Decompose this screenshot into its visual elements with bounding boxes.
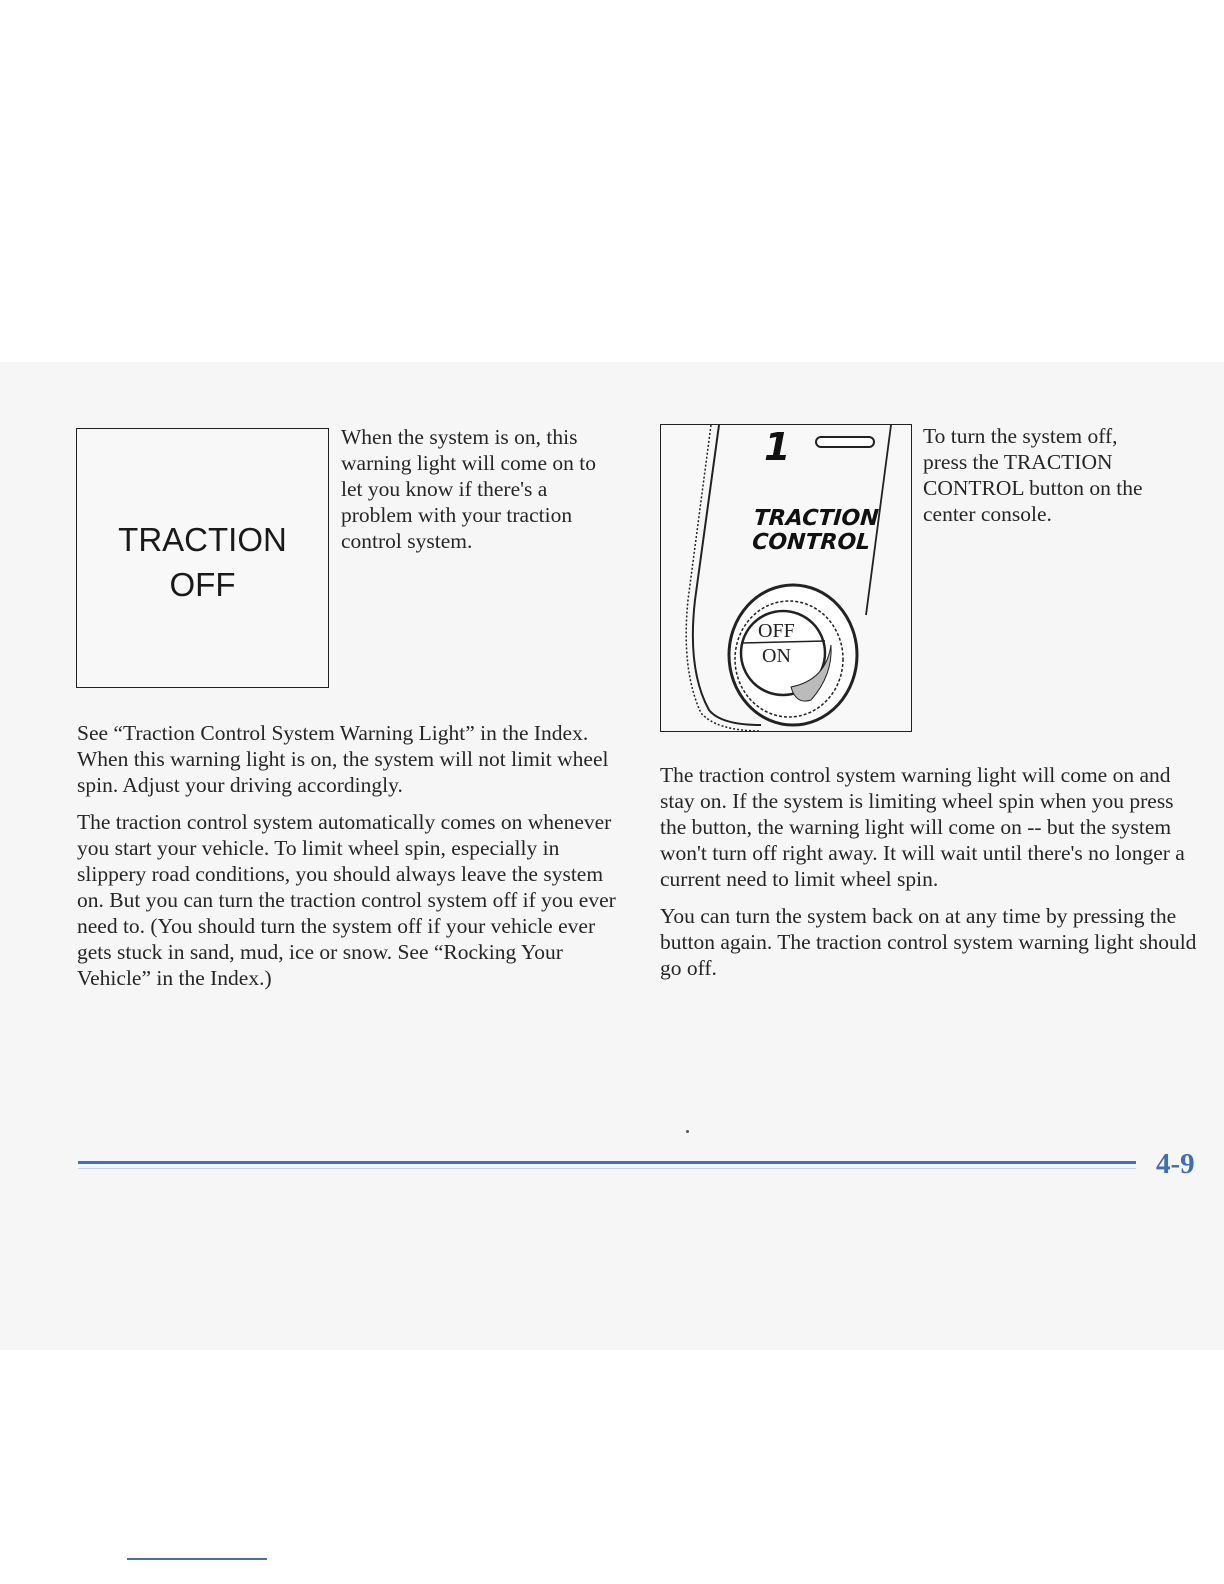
right-paragraph-2: You can turn the system back on at any time by pressing the button again. The traction control system warning light should go off.: [660, 904, 1197, 980]
footer-rule-shadow: [78, 1168, 1136, 1169]
button-label-line2: CONTROL: [751, 530, 872, 555]
traction-control-button-figure: [660, 424, 912, 732]
left-paragraph-2: The traction control system automatically comes on whenever you start your vehicle. To limit wheel spin, especially in slippery road conditions, you should always leave the system on. But you can turn the traction control system off if you ever need to. (You should turn the system off if your vehicle ever gets stuck in sand, mud, ice or snow. See “Rocking Your Vehicle” in the Index.): [77, 810, 616, 990]
left-paragraph-1: See “Traction Control System Warning Light” in the Index. When this warning light is on, the system will not limit wheel spin. Adjust your driving accordingly.: [77, 721, 609, 797]
stray-dot: [686, 1130, 689, 1133]
left-intro-text: When the system is on, this warning light will come on to let you know if there's a problem with your traction control system.: [341, 425, 596, 553]
right-intro-text: To turn the system off, press the TRACTION CONTROL button on the center console.: [923, 424, 1143, 526]
button-on-label: ON: [762, 645, 791, 667]
slot-icon: [816, 437, 874, 447]
warning-light-text: [77, 517, 328, 607]
right-paragraph-1: The traction control system warning light will come on and stay on. If the system is limiting wheel spin when you press the button, the warning light will come on -- but the system won't turn off right away. It will wait until there's no longer a current need to limit wheel spin.: [660, 763, 1185, 891]
footer-rule: [78, 1161, 1136, 1164]
traction-off-warning-light-figure: [76, 428, 329, 688]
button-label: [751, 507, 879, 555]
console-illustration: [661, 425, 912, 732]
warning-light-line2: OFF: [169, 566, 236, 603]
button-off-label: OFF: [758, 620, 795, 642]
button-number: 1: [764, 425, 791, 469]
warning-light-line1: TRACTION: [118, 521, 287, 558]
bottom-accent-line: [127, 1558, 267, 1560]
page-number: 4-9: [1156, 1148, 1195, 1180]
button-label-line1: TRACTION: [753, 506, 880, 531]
